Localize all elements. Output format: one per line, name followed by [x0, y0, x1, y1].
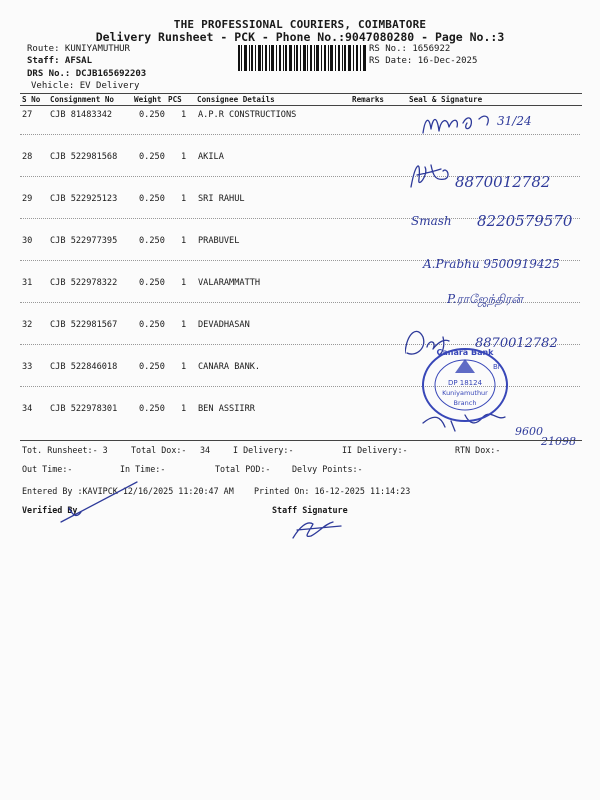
verified-by: Verified By — [22, 505, 78, 515]
handwriting-row-34-a: 9600 — [515, 425, 543, 438]
row-weight: 0.250 — [139, 110, 165, 120]
handwriting-row-30: A.Prabhu 9500919425 — [423, 257, 560, 271]
stamp-line-2: Br — [493, 363, 501, 371]
row-consignee: CANARA BANK. — [198, 362, 261, 372]
handwriting-row-29-name: Smash — [411, 214, 452, 228]
row-weight: 0.250 — [139, 236, 165, 246]
row-pcs: 1 — [181, 278, 187, 288]
row-pcs: 1 — [181, 362, 187, 372]
row-sno: 34 — [22, 404, 33, 414]
col-sno: S No — [22, 95, 41, 104]
handwriting-row-28: 8870012782 — [455, 173, 551, 191]
row-consignment: CJB 522978322 — [50, 278, 118, 288]
runsheet-title: Delivery Runsheet - PCK - Phone No.:9047080280 - Page No.:3 — [95, 30, 505, 44]
barcode — [238, 45, 366, 71]
row-consignment: CJB 522981567 — [50, 320, 118, 330]
col-consignee: Consignee Details — [197, 95, 275, 104]
col-seal-signature: Seal & Signature — [409, 95, 483, 104]
in-time: In Time:- — [120, 464, 166, 474]
stamp-line-3: DP 18124 — [447, 379, 483, 387]
handwriting-row-32: 8870012782 — [475, 336, 558, 351]
row-consignment: CJB 522978301 — [50, 404, 118, 414]
handwriting-row-27: 31/24 — [497, 114, 532, 128]
signature-row-27 — [423, 116, 488, 133]
row-sno: 29 — [22, 194, 33, 204]
stamp-line-4: Kuniyamuthur — [442, 389, 488, 397]
row-weight: 0.250 — [139, 362, 165, 372]
handwriting-row-29-phone: 8220579570 — [477, 212, 573, 230]
row-consignment: CJB 522981568 — [50, 152, 118, 162]
company-name: THE PROFESSIONAL COURIERS, COIMBATORE — [173, 18, 427, 31]
row-consignment: CJB 522846018 — [50, 362, 118, 372]
rs-number: RS No.: 1656922 — [369, 44, 451, 54]
row-sno: 27 — [22, 110, 33, 120]
row-weight: 0.250 — [139, 404, 165, 414]
drs-number: DRS No.: DCJB165692203 — [27, 69, 147, 79]
bank-stamp — [415, 345, 515, 425]
row-weight: 0.250 — [139, 320, 165, 330]
col-remarks: Remarks — [352, 95, 385, 104]
handwriting-row-31: P.ராஜேந்திரன் — [447, 292, 523, 306]
rtn-dox: RTN Dox:- — [455, 445, 501, 455]
row-weight: 0.250 — [139, 278, 165, 288]
row-pcs: 1 — [181, 404, 187, 414]
row-consignee: BEN ASSIIRR — [198, 404, 255, 414]
row-consignee: DEVADHASAN — [198, 320, 250, 330]
total-pod: Total POD:- — [215, 464, 271, 474]
stamp-line-1: Canara Bank — [436, 348, 494, 357]
row-consignee: A.P.R CONSTRUCTIONS — [198, 110, 297, 120]
row-pcs: 1 — [181, 320, 187, 330]
row-sno: 33 — [22, 362, 33, 372]
row-consignee: PRABUVEL — [198, 236, 240, 246]
vehicle: Vehicle: EV Delivery — [31, 81, 140, 91]
row-pcs: 1 — [181, 110, 187, 120]
totals-rule — [20, 440, 582, 441]
staff: Staff: AFSAL — [27, 56, 93, 66]
row-pcs: 1 — [181, 152, 187, 162]
row-sno: 32 — [22, 320, 33, 330]
tot-runsheet: Tot. Runsheet:- 3 — [22, 445, 108, 455]
row-sno: 30 — [22, 236, 33, 246]
total-dox-value: 34 — [200, 445, 211, 455]
handwriting-row-34-b: 21098 — [541, 435, 576, 445]
ii-delivery: II Delivery:- — [342, 445, 408, 455]
route: Route: KUNIYAMUTHUR — [27, 44, 130, 54]
i-delivery: I Delivery:- — [233, 445, 294, 455]
printed-on: Printed On: 16-12-2025 11:14:23 — [254, 486, 411, 496]
row-weight: 0.250 — [139, 194, 165, 204]
stamp-line-5: Branch — [453, 399, 477, 407]
delvy-points: Delvy Points:- — [292, 464, 363, 474]
total-dox-label: Total Dox:- — [131, 445, 187, 455]
signature-row-28 — [411, 165, 448, 187]
row-pcs: 1 — [181, 194, 187, 204]
row-consignee: AKILA — [198, 152, 224, 162]
row-consignment: CJB 522977395 — [50, 236, 118, 246]
rs-date: RS Date: 16-Dec-2025 — [369, 56, 478, 66]
row-weight: 0.250 — [139, 152, 165, 162]
row-consignment: CJB 522925123 — [50, 194, 118, 204]
header-top-rule — [20, 93, 582, 94]
row-pcs: 1 — [181, 236, 187, 246]
entered-by: Entered By :KAVIPCK 12/16/2025 11:20:47 AM — [22, 486, 234, 496]
row-consignment: CJB 81483342 — [50, 110, 113, 120]
out-time: Out Time:- — [22, 464, 73, 474]
row-consignee: VALARAMMATTH — [198, 278, 261, 288]
verifier-signature — [55, 478, 145, 528]
row-sno: 31 — [22, 278, 33, 288]
staff-signature — [285, 510, 355, 545]
col-pcs: PCS — [168, 95, 182, 104]
staff-signature-label: Staff Signature — [272, 505, 348, 515]
col-consignment: Consignment No — [50, 95, 115, 104]
col-weight: Weight — [134, 95, 162, 104]
row-sno: 28 — [22, 152, 33, 162]
row-consignee: SRI RAHUL — [198, 194, 245, 204]
